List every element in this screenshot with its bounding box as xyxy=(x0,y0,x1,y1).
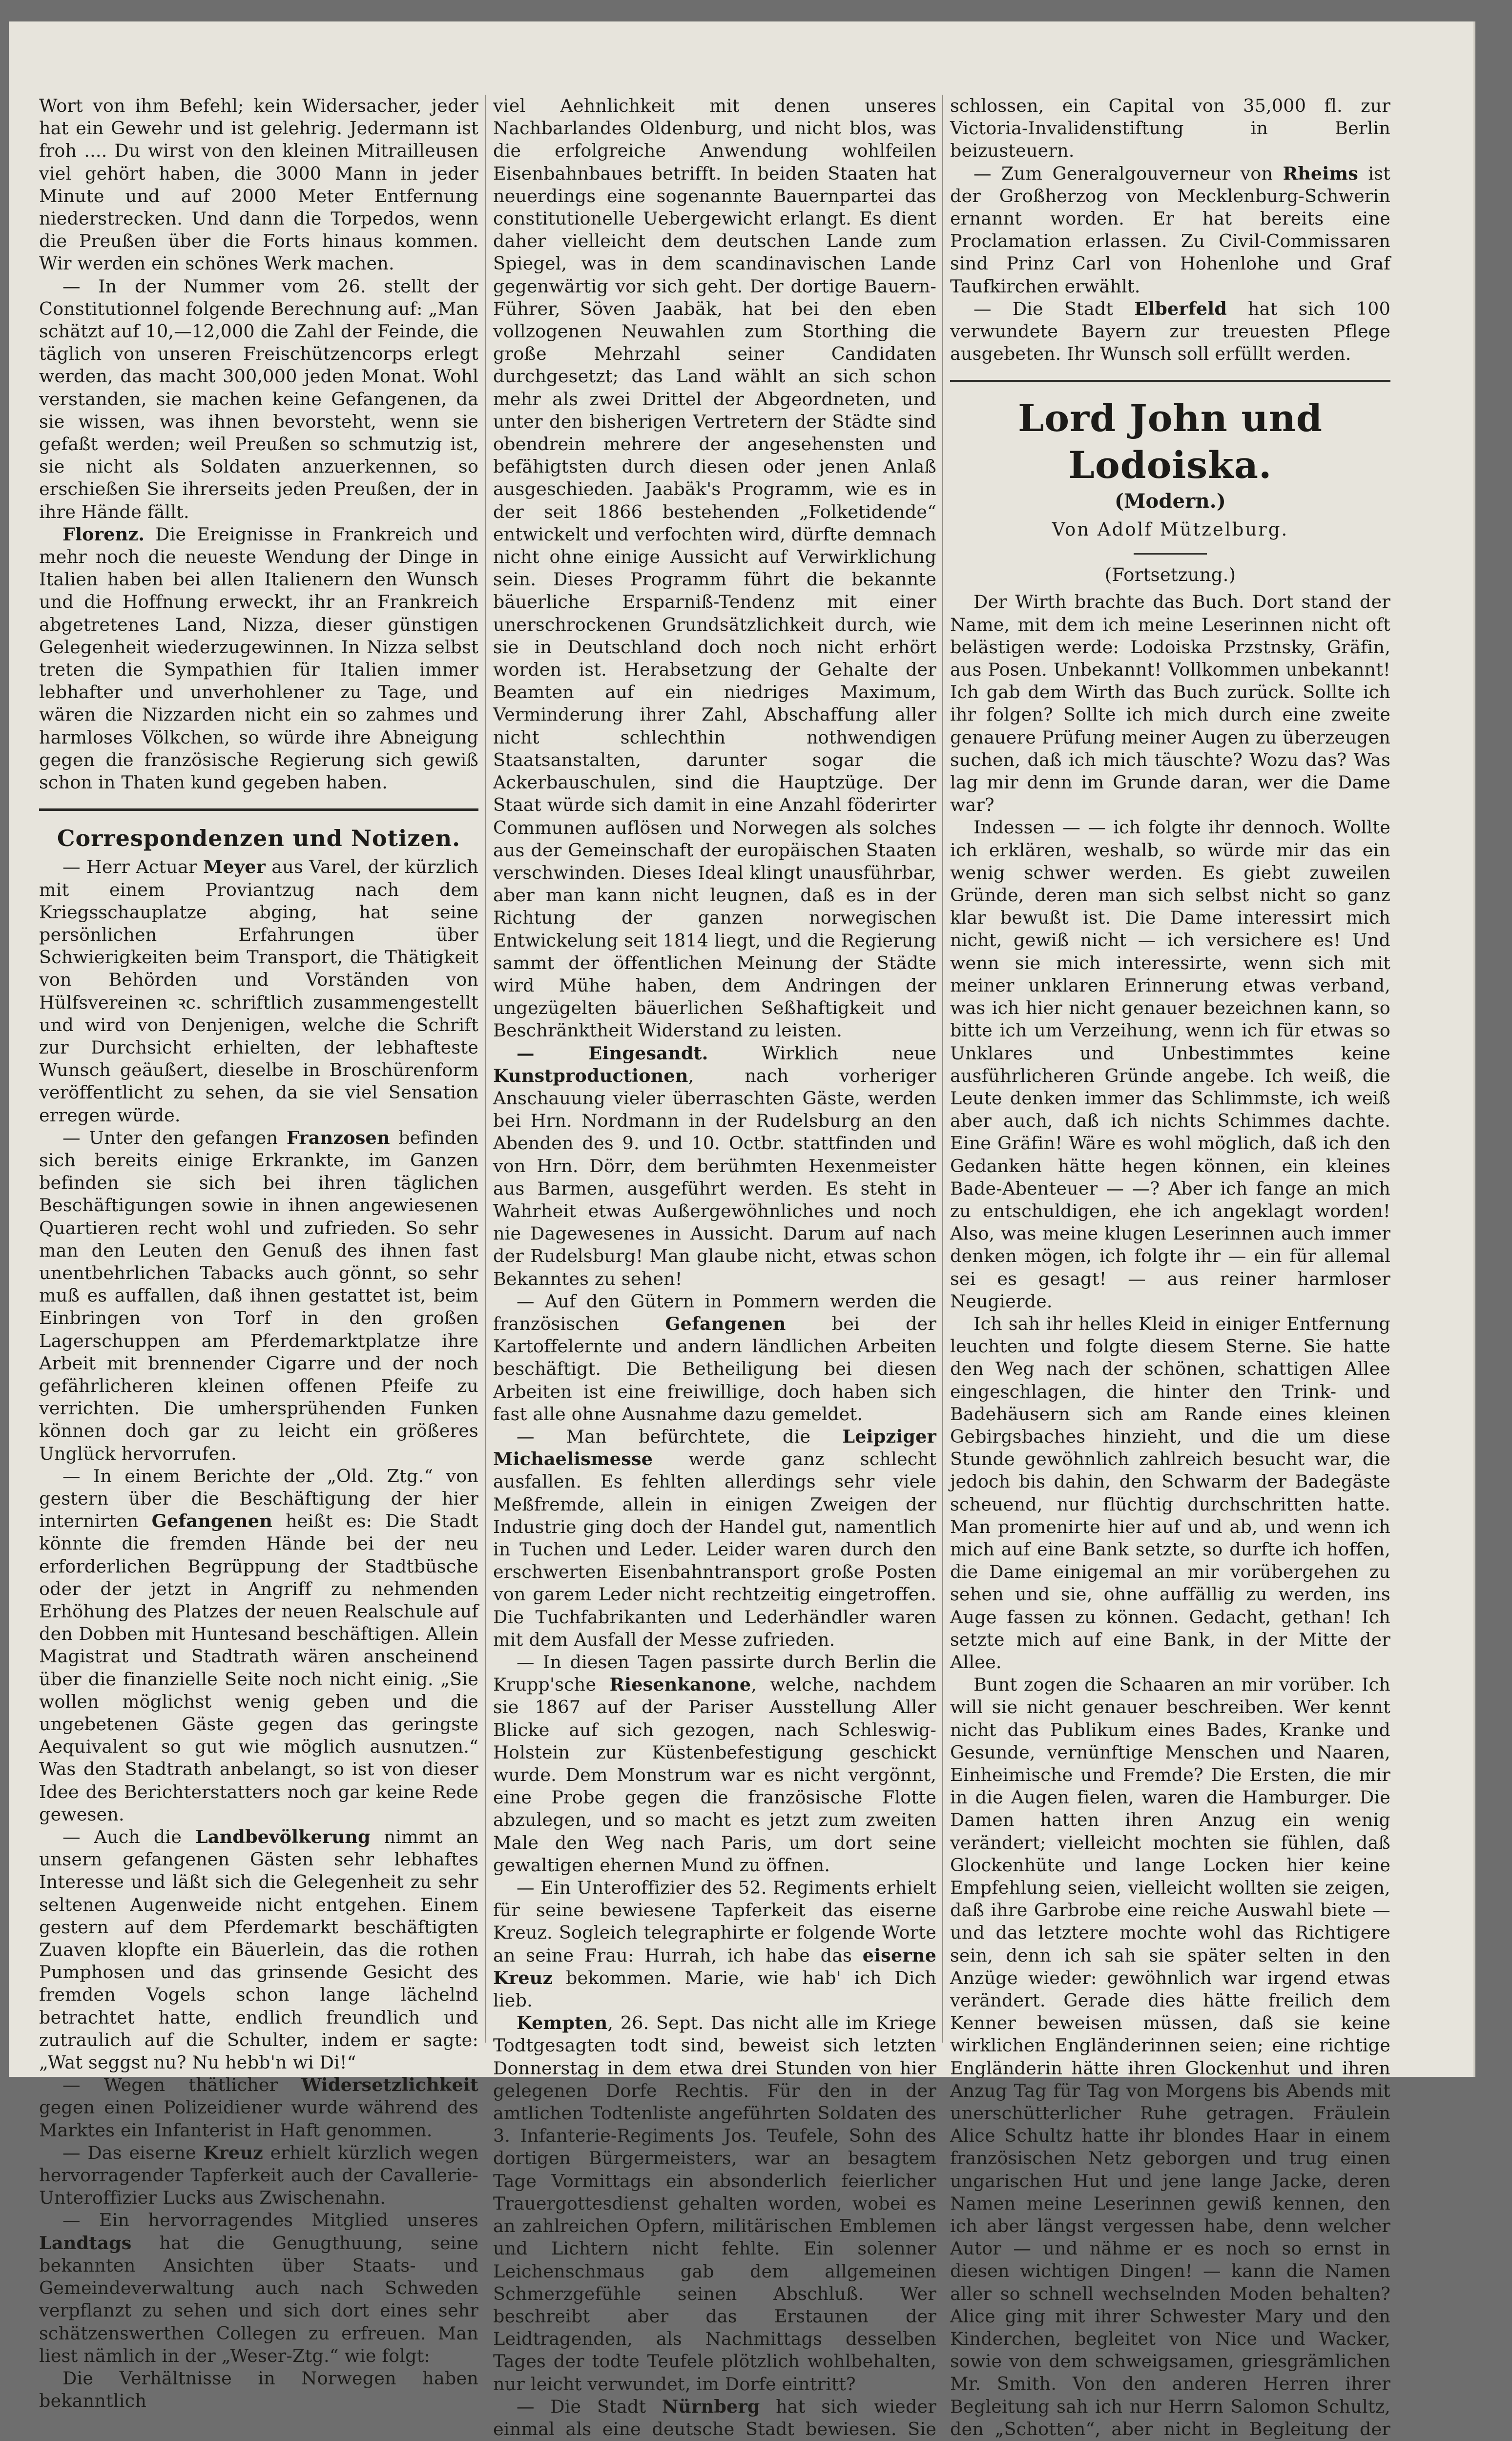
column-1 xyxy=(39,95,478,2412)
short-divider xyxy=(1134,553,1207,555)
keyword: Gefangenen xyxy=(665,1313,786,1334)
article-paragraph: viel Aehnlichkeit mit denen unseres Nachbarlandes Oldenburg, und nicht blos, was die erfolgreiche Anwendung wohlfeilen Eisenbahnbaues betrifft. In beiden Staaten hat neuerdings eine sogenannte Bauernpartei das constitutionelle Uebergewicht erlangt. Es dient daher vielleicht dem deutschen Lande zum Spiegel, was in dem scandinavischen Lande gegenwärtig vor sich geht. Der dortige Bauern-Führer, Söven Jaabäk, hat bei den eben vollzogenen Neuwahlen zum Storthing die große Mehrzahl seiner Candidaten durchgesetzt; das Land wählt an sich schon mehr als zwei Drittel der Abgeordneten, und unter den bisherigen Vertretern der Städte sind obendrein mehrere der angesehensten und befähigtsten durch diesen oder jenen Anlaß ausgeschieden. Jaabäk's Programm, wie es in der seit 1866 bestehenden „Folketidende“ entwickelt und verfochten wird, dürfte demnach nicht ohne einige Aussicht auf Verwirklichung sein. Dieses Programm führt die bekannte bäuerliche Ersparniß-Tendenz mit einer unerschrockenen Grundsätzlichkeit durch, wie sie in Deutschland doch noch nicht erhört worden ist. Herabsetzung der Gehalte der Beamten auf ein niedriges Maximum, Verminderung ihrer Zahl, Abschaffung aller nicht schlechthin nothwendigen Staatsanstalten, darunter sogar die Ackerbauschulen, sind die Hauptzüge. Der Staat würde sich damit in eine Anzahl föderirter Communen auflösen und Norwegen als solches aus der Gemeinschaft der europäischen Staaten verschwinden. Dieses Ideal klingt unausführbar, aber man kann nicht leugnen, daß es in der Richtung der ganzen norwegischen Entwickelung seit 1814 liegt, und die Regierung sammt der öffentlichen Meinung der Städte wird Mühe haben, dem Andringen der ungezügelten bäuerlichen Seßhaftigkeit und Beschränktheit Widerstand zu leisten. xyxy=(493,95,936,1041)
item-text: hat sich wieder einmal als eine deutsche Stadt bewiesen. Sie xyxy=(493,2396,936,2440)
news-item xyxy=(493,1426,936,1651)
item-text: werde ganz schlecht ausfallen. Es fehlten allerdings sehr viele Meßfremde, allein in einigen Zweigen der Industrie ging doch der Handel gut, namentlich in Tuchen und Leder. Leider waren durch den erschwerten Eisenbahntransport große Posten von garem Leder nicht rechtzeitig eingetroffen. Die Tuchfabrikanten und Lederhändler waren mit dem Ausfall der Messe zufrieden. xyxy=(493,1448,936,1650)
news-item-florenz xyxy=(39,523,478,794)
news-item xyxy=(493,1877,936,2012)
news-item xyxy=(39,2074,478,2142)
article-paragraph: schlossen, ein Capital von 35,000 fl. zur Victoria-Invalidenstiftung in Berlin beizusteuern. xyxy=(950,95,1390,162)
item-text: — Ein Unteroffizier des 52. Regiments erhielt für seine bewiesene Tapferkeit das eiserne Kreuz. Sogleich telegraphirte er folgende Worte an seine Frau: Hurrah, ich habe das xyxy=(493,1877,936,1966)
section-heading: Correspondenzen und Notizen. xyxy=(57,825,461,852)
newspaper-page xyxy=(9,21,1473,2440)
keyword: Nürnberg xyxy=(662,2396,760,2417)
news-item xyxy=(493,2396,936,2441)
item-text: nimmt an unsern gefangenen Gästen sehr lebhaftes Interesse und läßt sich die Gelegenheit zu sehr seltenen Augenweide nicht entgehen. Einem gestern auf dem Pferdemarkt beschäftigten Zuaven klopfte ein Bäuerlein, das die rothen Pumphosen und das grinsende Gesicht des fremden Vogels schon lange lächelnd betrachtet hatte, endlich freundlich und zutraulich auf die Schulter, indem er sagte: „Wat seggst nu? Nu hebb'n wi Di!“ xyxy=(39,1826,479,2073)
item-text: erhielt kürzlich wegen hervorragender Tapferkeit auch der Cavallerie-Unteroffizier Lucks aus Zwischenahn. xyxy=(39,2142,479,2209)
item-text: hat sich 100 verwundete Bayern zur treuesten Pflege ausgebeten. Ihr Wunsch soll erfüllt werden. xyxy=(950,298,1390,365)
article-paragraph: Die Verhältnisse in Norwegen haben bekanntlich xyxy=(39,2367,478,2412)
news-item-kempten xyxy=(493,2012,936,2395)
item-text: — Die Stadt xyxy=(517,2396,662,2417)
keyword: Landtags xyxy=(39,2232,132,2254)
story-paragraph: Ich sah ihr helles Kleid in einiger Entfernung leuchten und folgte diesem Sterne. Sie hatte den Weg nach der schönen, schattigen Allee eingeschlagen, die hinter den Trink- und Badehäusern sich am Rande eines kleinen Gebirgsbaches hinzieht, und die um diese Stunde gewöhnlich zahlreich besucht war, die jedoch bis dahin, den Schwarm der Badegäste scheuend, nur flüchtig durchschritten hatte. Man promenirte hier auf und ab, und wenn ich mich auf eine Bank setzte, so durfte ich hoffen, die Dame einigemal an mir vorübergehen zu sehen und sie, ohne auffällig zu werden, ins Auge fassen zu können. Gedacht, gethan! Ich setzte mich auf eine Bank, in der Mitte der Allee. xyxy=(950,1313,1390,1673)
item-text: — Unter den gefangen xyxy=(62,1127,287,1148)
column-2 xyxy=(493,95,936,2441)
story-paragraph: Bunt zogen die Schaaren an mir vorüber. Ich will sie nicht genauer beschreiben. Wer kennt nicht das Publikum eines Bades, Kranke und Gesunde, vernünftige Menschen und Naaren, Einheimische und Fremde? Die Ersten, die mir in die Augen fielen, waren die Hamburger. Die Damen hatten ihren Anzug ein wenig verändert; vielleicht mochten sie fühlen, daß Glockenhüte und lange Locken hier keine Empfehlung seien, vielleicht wollten sie zeigen, daß ihre Garbrobe eine reiche Auswahl biete — und das letztere mochte wohl das Richtigere sein, denn ich sah sie später selten in den Anzüge wieder: gewöhnlich war irgend etwas verändert. Gerade dies hätte freilich dem Kenner beweisen müssen, daß sie keine wirklichen Engländerinnen seien; eine richtige Engländerin hätte ihren Glockenhut und ihren Anzug Tag für Tag von Morgens bis Abends mit unerschütterlicher Ruhe getragen. Fräulein Alice Schultz hatte ihr blondes Haar in einem französischen Netz geborgen und trug einen ungarischen Hut und jene lange Jacke, deren Namen meine Leserinnen gewiß kennen, den ich aber längst vergessen habe, denn welcher Autor — und nähme er es noch so ernst in diesen wichtigen Dingen! — kann die Namen aller so schnell wechselnden Moden behalten? Alice ging mit ihrer Schwester Mary und den Kinderchen, begleitet von Nice und Wacker, sowie von dem schweigsamen, griesgrämlichen Mr. Smith. Von den anderen Herren ihrer Begleitung sah ich nur Herrn Salomon Schultz, den „Schotten“, aber nicht in Begleitung der xyxy=(950,1674,1390,2440)
item-text: bekommen. Marie, wie hab' ich Dich lieb. xyxy=(493,1967,936,2011)
keyword: Leipziger Michaelismesse xyxy=(493,1426,936,1470)
news-item xyxy=(493,1290,936,1426)
article-paragraph: Wort von ihm Befehl; kein Widersacher, jeder hat ein Gewehr und ist gelehrig. Jedermann ist froh .... Du wirst von den kleinen Mitrailleusen viel gehört haben, die 3000 Mann in jeder Minute und auf 2000 Meter Entfernung niederstrecken. Und dann die Torpedos, wenn die Preußen über die Forts hinaus kommen. Wir werden ein schönes Werk machen. xyxy=(39,95,478,274)
section-divider xyxy=(950,380,1390,382)
item-text: — Auch die xyxy=(62,1826,195,1848)
news-item xyxy=(39,856,478,1126)
keyword: Riesenkanone xyxy=(609,1674,751,1696)
item-text: — Ein hervorragendes Mitglied unseres xyxy=(62,2210,478,2231)
item-text: — Wegen thätlicher xyxy=(62,2074,302,2096)
keyword: Kreuz xyxy=(203,2142,263,2163)
item-text: aus Varel, der kürzlich mit einem Proviantzug nach dem Kriegsschauplatze abging, hat seine persönlichen Erfahrungen über Schwierigkeiten beim Transport, die Thätigkeit von Behörden und Vorständen von Hülfsvereinen ꝛc. schriftlich zusammengestellt und wird von Denjenigen, welche die Schrift zur Durchsicht erhielten, der lebhafteste Wunsch geäußert, dieselbe in Broschürenform veröffentlicht zu sehen, da sie viel Sensation erregen würde. xyxy=(39,856,478,1126)
story-title: Lord John und Lodoiska. xyxy=(1017,396,1323,487)
keyword: Landbevölkerung xyxy=(195,1826,371,1848)
keyword: Widersetzlichkeit xyxy=(301,2074,478,2096)
keyword: eiserne Kreuz xyxy=(493,1945,936,1988)
news-item xyxy=(39,1465,478,1826)
news-item xyxy=(950,163,1390,298)
keyword: Franzosen xyxy=(286,1127,390,1148)
item-text: heißt es: Die Stadt könnte die fremden Hände bei der neu erforderlichen Begrüppung der Stadtbüsche oder der jetzt in Angriff zu nehmenden Erhöhung des Platzes der neuen Realschule auf den Dobben mit Huntesand beschäftigen. Allein Magistrat und Stadtrath wären anscheinend über die finanzielle Seite noch nicht einig. „Sie wollen möglichst wenig geben und die ungebetenen Gäste gegen das geringste Aequivalent so gut wie möglich ausnutzen.“ Was den Stadtrath anbelangt, so ist von dieser Idee des Berichterstatters noch gar keine Rede gewesen. xyxy=(39,1510,478,1825)
article-paragraph: — In der Nummer vom 26. stellt der Constitutionnel folgende Berechnung auf: „Man schätzt auf 10,—12,000 die Zahl der Feinde, die täglich von unseren Freischützencorps erlegt werden, das macht 300,000 jeden Monat. Wohl verstanden, sie machen keine Gefangenen, da sie wissen, was ihnen bevorsteht, wenn sie gefaßt werden; weil Preußen so schmutzig ist, sie nicht als Soldaten anzuerkennen, so erschießen Sie ihrerseits jeden Preußen, der in ihre Hände fällt. xyxy=(39,275,478,522)
item-text: befinden sich bereits einige Erkrankte, im Ganzen befinden sie sich bei ihren täglichen Beschäftigungen sowie in ihnen angewiesenen Quartieren recht wohl und zufrieden. So sehr man den Leuten den Genuß des ihnen fast unentbehrlichen Tabacks auch gönnt, so sehr muß es auffallen, daß ihnen gestattet ist, beim Einbringen von Torf in den großen Lagerschuppen am Pferdemarktplatze ihre Arbeit mit brennender Cigarre und der noch gefährlicheren kleinen offenen Pfeife zu verrichten. Die umhersprühenden Funken können doch gar zu leicht ein größeres Unglück hervorrufen. xyxy=(39,1127,478,1464)
news-item xyxy=(39,2142,478,2210)
story-subtitle: (Modern.) xyxy=(1114,490,1226,513)
story-author: Von Adolf Mützelburg. xyxy=(1052,519,1289,540)
news-item xyxy=(950,298,1390,366)
column-rule-right xyxy=(942,95,943,2043)
item-text: — Die Stadt xyxy=(973,298,1135,319)
item-text: — In diesen Tagen passirte durch Berlin die Krupp'sche xyxy=(493,1652,936,1696)
section-divider xyxy=(39,808,478,811)
dateline: Florenz. xyxy=(62,523,145,545)
item-text: Die Ereignisse in Frankreich und mehr noch die neueste Wendung der Dinge in Italien haben bei allen Italienern den Wunsch und die Hoffnung erweckt, ihr an Frankreich abgetretenes Land, Nizza, dieser günstigen Gelegenheit wiederzugewinnen. In Nizza selbst treten die Sympathien für Italien immer lebhafter und unverhohlener zu Tage, und wären die Nizzarden nicht ein so zahmes und harmloses Völkchen, so würde ihre Abneigung gegen die französische Regierung sich gewiß schon in Thaten kund gegeben haben. xyxy=(39,523,478,793)
column-3 xyxy=(950,95,1390,2441)
item-text: gegen einen Polizeidiener wurde während des Marktes ein Infanterist in Haft genommen. xyxy=(39,2097,478,2141)
dateline: — Eingesandt. xyxy=(517,1042,708,1064)
dateline: Kempten xyxy=(517,2012,608,2034)
item-text: — Zum Generalgouverneur von xyxy=(973,163,1283,184)
story-paragraph: Der Wirth brachte das Buch. Dort stand der Name, mit dem ich meine Leserinnen nicht oft belästigen werde: Lodoiska Przstnsky, Gräfin, aus Posen. Unbekannt! Vollkommen unbekannt! Ich gab dem Wirth das Buch zurück. Sollte ich ihr folgen? Sollte ich mich durch eine zweite genauere Prüfung meiner Augen zu überzeugen suchen, daß ich mich täuschte? Wozu das? Was lag mir denn im Grunde daran, wer die Dame war? xyxy=(950,591,1390,816)
news-item xyxy=(39,2209,478,2367)
item-text: — Man befürchtete, die xyxy=(517,1426,843,1447)
story-paragraph: Indessen — — ich folgte ihr dennoch. Wollte ich erklären, weshalb, so würde mir das ein wenig schwer werden. Es giebt zuweilen Gründe, deren man sich selbst nicht so ganz klar bewußt ist. Die Dame interessirt mich nicht, gewiß nicht — ich versichere es! Und wenn sie mich interessirte, wenn sich mit meiner unklaren Erinnerung etwas verband, was ich hier nicht genauer bezeichnen kann, so bitte ich um Verzeihung, wenn ich für etwas so Unklares und Unbestimmtes keine ausführlicheren Gründe angebe. Ich weiß, die Leute denken immer das Schlimmste, ich weiß aber auch, daß ich nichts Schimmes dachte. Eine Gräfin! Wäre es wohl möglich, daß ich den Gedanken hätte hegen können, ein kleines Bade-Abenteuer — —? Aber ich fange an mich zu entschuldigen, ehe ich angeklagt worden! Also, was meine klugen Leserinnen auch immer denken mögen, ich folgte ihr — ein für allemal sei es gesagt! — aus reiner harmloser Neugierde. xyxy=(950,817,1390,1312)
news-item xyxy=(493,1042,936,1290)
keyword: Meyer xyxy=(203,856,266,878)
item-text: , 26. Sept. Das nicht alle im Kriege Todtgesagten todt sind, beweist sich letzten Donnerstag in dem etwa drei Stunden von hier gelegenen Dorfe Rechtis. Für den in der amtlichen Todtenliste angeführten Soldaten des 3. Infanterie-Regiments Jos. Teufele, Sohn des dortigen Bürgermeisters, war an besagtem Tage Vormittags ein absonderlich feierlicher Trauergottesdienst gehalten worden, wobei es an zahlreichen Opfern, militärischen Emblemen und Lichtern nicht fehlte. Ein solenner Leichenschmaus gab dem allgemeinen Schmerzgefühle seinen Abschluß. Wer beschreibt aber das Erstaunen der Leidtragenden, als Nachmittags desselben Tages der todte Teufele plötzlich wohlbehalten, nur leicht verwundet, im Dorfe eintritt? xyxy=(493,2012,936,2395)
keyword: Gefangenen xyxy=(151,1510,272,1532)
keyword: Rheims xyxy=(1283,163,1358,184)
keyword: Kunstproductionen xyxy=(493,1065,688,1086)
item-text: , nach vorheriger Anschauung vieler überraschten Gäste, werden bei Hrn. Nordmann in der Rudelsburg an den Abenden des 9. und 10. Octbr. stattfinden und von Hrn. Dörr, dem berühmten Hexenmeister aus Barmen, ausgeführt werden. Es steht in Wahrheit etwas Außergewöhnliches und noch nie Dagewesenes in Aussicht. Darum auf nach der Rudelsburg! Man glaube nicht, etwas schon Bekanntes zu sehen! xyxy=(493,1065,936,1289)
item-text: — Das eiserne xyxy=(62,2142,204,2163)
item-text: — Herr Actuar xyxy=(62,856,203,878)
item-text: — In einem Berichte der „Old. Ztg.“ von gestern über die Beschäftigung der hier internirten xyxy=(39,1465,478,1532)
item-text: , welche, nachdem sie 1867 auf der Pariser Ausstellung Aller Blicke auf sich gezogen, nach Schleswig-Holstein zur Küstenbefestigung geschickt wurde. Dem Monstrum war es nicht vergönnt, eine Probe gegen die französische Flotte abzulegen, und so macht es jetzt zum zweiten Male den Weg nach Paris, um dort seine gewaltigen ehernen Mund zu öffnen. xyxy=(493,1674,937,1876)
news-item xyxy=(39,1127,478,1465)
story-continuation-note: (Fortsetzung.) xyxy=(1104,564,1236,586)
item-text: ist der Großherzog von Mecklenburg-Schwerin ernannt worden. Er hat bereits eine Proclamation erlassen. Zu Civil-Commissaren sind Prinz Carl von Hohenlohe und Graf Taufkirchen erwählt. xyxy=(950,163,1390,297)
keyword: Elberfeld xyxy=(1134,298,1227,319)
item-text: — Auf den Gütern in Pommern werden die französischen xyxy=(493,1290,936,1334)
item-text: hat die Genugthuung, seine bekannten Ansichten über Staats- und Gemeindeverwaltung auch nach Schweden verpflanzt zu sehen und sich dort eines sehr schätzenswerthen Collegen zu erfreuen. Man liest nämlich in der „Weser-Ztg.“ wie folgt: xyxy=(39,2232,478,2366)
item-text: Wirklich neue xyxy=(708,1042,936,1064)
column-rule-left xyxy=(485,95,486,2043)
news-item xyxy=(39,1826,478,2074)
item-text: bei der Kartoffelernte und andern ländlichen Arbeiten beschäftigt. Die Betheiligung bei diesen Arbeiten ist eine freiwillige, doch haben sich fast alle ohne Ausnahme dazu gemeldet. xyxy=(493,1313,937,1425)
news-item xyxy=(493,1651,936,1877)
